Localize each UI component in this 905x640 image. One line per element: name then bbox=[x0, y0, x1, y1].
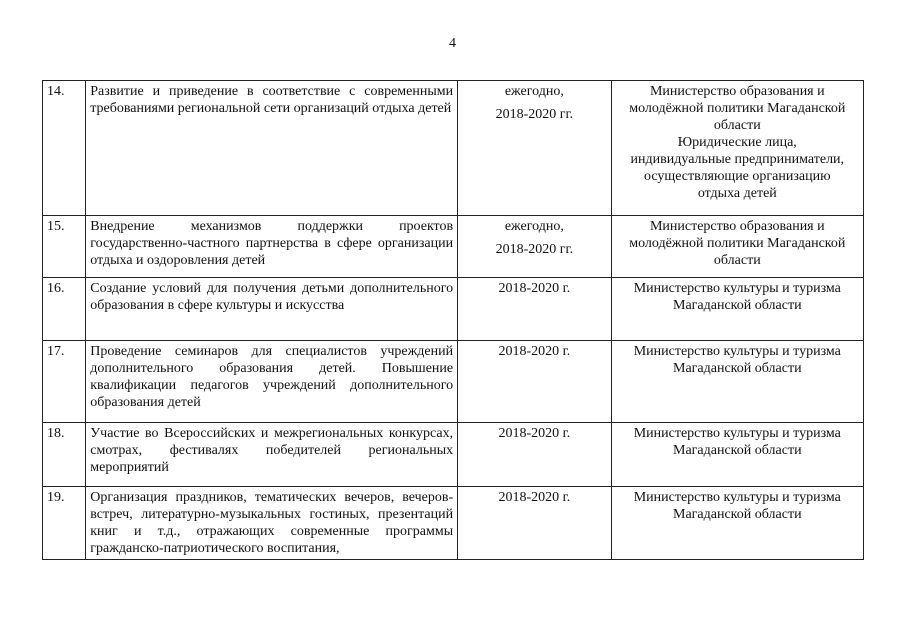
period-cell bbox=[458, 341, 611, 423]
responsible-line: осуществляющие организацию bbox=[644, 169, 831, 184]
responsible-cell bbox=[611, 216, 863, 278]
measures-table bbox=[42, 80, 864, 560]
period-cell bbox=[458, 487, 611, 560]
responsible-line: Министерство культуры и туризма bbox=[633, 490, 841, 505]
responsible-cell bbox=[611, 341, 863, 423]
row-number: 16. bbox=[43, 278, 86, 341]
page-number: 4 bbox=[449, 36, 456, 51]
responsible-line: Магаданской области bbox=[673, 361, 802, 376]
responsible-line: Министерство образования и bbox=[649, 84, 825, 99]
period-cell bbox=[458, 278, 611, 341]
row-number: 14. bbox=[43, 81, 86, 216]
event-description: Участие во Всероссийских и межрегиональных конкурсах, смотрах, фестивалях победителей региональных мероприятий bbox=[86, 423, 458, 487]
table-row-19 bbox=[43, 487, 864, 560]
period-line: 2018-2020 г. bbox=[498, 344, 571, 359]
responsible-cell bbox=[611, 423, 863, 487]
period-line: 2018-2020 г. bbox=[498, 490, 571, 505]
responsible-cell bbox=[611, 487, 863, 560]
event-description: Проведение семинаров для специалистов учреждений дополнительного образования детей. Повышение квалификации педагогов учреждений дополнительного образования детей bbox=[86, 341, 458, 423]
event-description: Развитие и приведение в соответствие с современными требованиями региональной сети организаций отдыха детей bbox=[86, 81, 458, 216]
period-line: 2018-2020 г. bbox=[498, 281, 571, 296]
responsible-line: области bbox=[713, 253, 761, 268]
responsible-line: Юридические лица, bbox=[677, 135, 797, 150]
responsible-line: Магаданской области bbox=[673, 298, 802, 313]
responsible-line: Министерство культуры и туризма bbox=[633, 344, 841, 359]
period-line: ежегодно, bbox=[504, 219, 564, 234]
responsible-line: Министерство культуры и туризма bbox=[633, 281, 841, 296]
responsible-line: индивидуальные предприниматели, bbox=[630, 152, 845, 167]
responsible-line: отдыха детей bbox=[697, 186, 777, 201]
table-row-15 bbox=[43, 216, 864, 278]
row-number: 19. bbox=[43, 487, 86, 560]
period-line: 2018-2020 гг. bbox=[495, 242, 574, 257]
table-row-17 bbox=[43, 341, 864, 423]
responsible-line: Магаданской области bbox=[673, 443, 802, 458]
responsible-cell bbox=[611, 81, 863, 216]
period-line: ежегодно, bbox=[504, 84, 564, 99]
responsible-line: молодёжной политики Магаданской bbox=[629, 236, 846, 251]
period-cell bbox=[458, 216, 611, 278]
period-line: 2018-2020 г. bbox=[498, 426, 571, 441]
table-row-16 bbox=[43, 278, 864, 341]
row-number: 15. bbox=[43, 216, 86, 278]
period-line: 2018-2020 гг. bbox=[495, 107, 574, 122]
event-description: Создание условий для получения детьми дополнительного образования в сфере культуры и искусства bbox=[86, 278, 458, 341]
event-description: Организация праздников, тематических вечеров, вечеров-встреч, литературно-музыкальных гостиных, презентаций книг и т.д., отражающих современные программы гражданско-патриотического воспитания, bbox=[86, 487, 458, 560]
row-number: 18. bbox=[43, 423, 86, 487]
table-row-18 bbox=[43, 423, 864, 487]
responsible-line: Министерство образования и bbox=[649, 219, 825, 234]
table-row-14 bbox=[43, 81, 864, 216]
responsible-cell bbox=[611, 278, 863, 341]
responsible-line: области bbox=[713, 118, 761, 133]
period-cell bbox=[458, 423, 611, 487]
responsible-line: Магаданской области bbox=[673, 507, 802, 522]
responsible-line: Министерство культуры и туризма bbox=[633, 426, 841, 441]
event-description: Внедрение механизмов поддержки проектов государственно-частного партнерства в сфере организации отдыха и оздоровления детей bbox=[86, 216, 458, 278]
row-number: 17. bbox=[43, 341, 86, 423]
responsible-line: молодёжной политики Магаданской bbox=[629, 101, 846, 116]
period-cell bbox=[458, 81, 611, 216]
